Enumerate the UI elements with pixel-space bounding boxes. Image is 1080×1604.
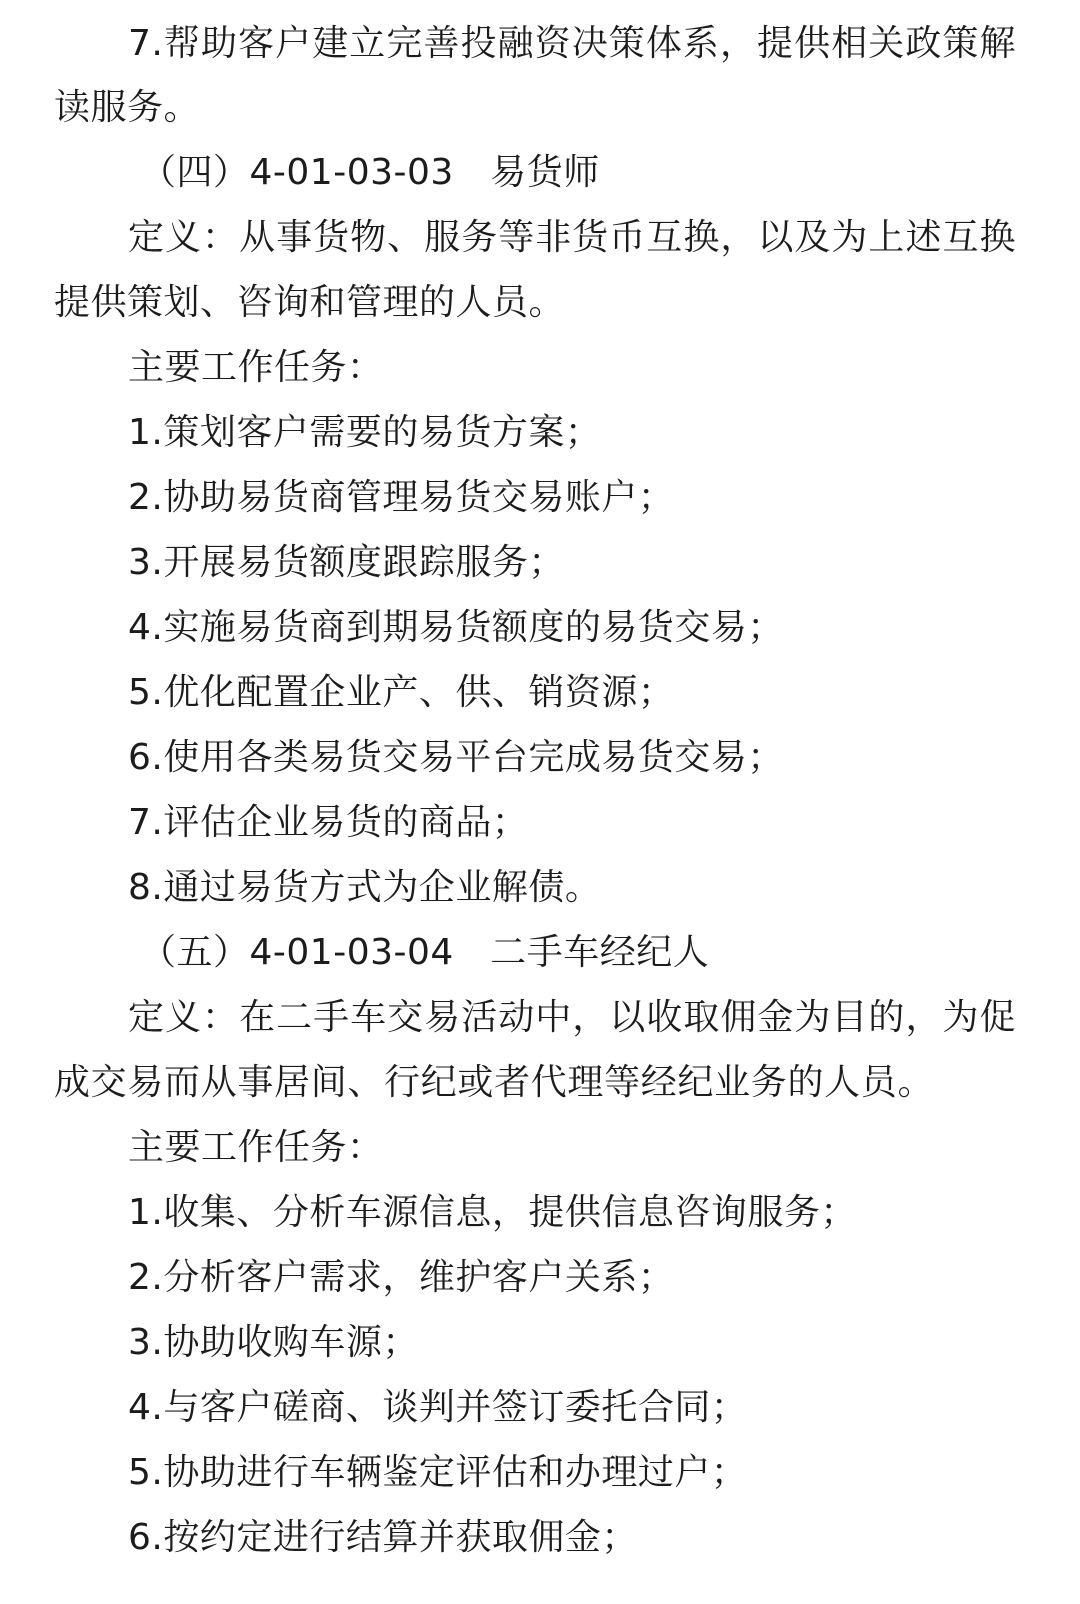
task-item: 4.与客户磋商、谈判并签订委托合同； bbox=[128, 1387, 748, 1428]
definition-line-2: 提供策划、咨询和管理的人员。 bbox=[54, 282, 566, 323]
task-item: 3.协助收购车源； bbox=[128, 1322, 419, 1363]
definition-line-1: 定义：在二手车交易活动中，以收取佣金为目的，为促 bbox=[128, 997, 1016, 1038]
task-item: 2.分析客户需求，维护客户关系； bbox=[128, 1257, 675, 1298]
section-heading-used-car-broker: （五）4-01-03-04 二手车经纪人 bbox=[140, 932, 710, 973]
task-item: 4.实施易货商到期易货额度的易货交易； bbox=[128, 607, 784, 648]
task-item: 1.收集、分析车源信息，提供信息咨询服务； bbox=[128, 1192, 857, 1233]
task-item: 6.按约定进行结算并获取佣金； bbox=[128, 1517, 638, 1558]
task-item: 2.协助易货商管理易货交易账户； bbox=[128, 477, 675, 518]
main-tasks-heading: 主要工作任务： bbox=[128, 1127, 384, 1168]
task-item: 7.评估企业易货的商品； bbox=[128, 802, 529, 843]
task-item: 6.使用各类易货交易平台完成易货交易； bbox=[128, 737, 784, 778]
definition-line-2: 成交易而从事居间、行纪或者代理等经纪业务的人员。 bbox=[54, 1062, 934, 1103]
main-tasks-heading: 主要工作任务： bbox=[128, 347, 384, 388]
text-line-task-7-part2: 读服务。 bbox=[54, 87, 201, 128]
task-item: 5.优化配置企业产、供、销资源； bbox=[128, 672, 675, 713]
task-item: 3.开展易货额度跟踪服务； bbox=[128, 542, 565, 583]
text-line-task-7-part1: 7.帮助客户建立完善投融资决策体系，提供相关政策解 bbox=[128, 23, 1016, 64]
definition-line-1: 定义：从事货物、服务等非货币互换，以及为上述互换 bbox=[128, 217, 1016, 258]
task-item: 8.通过易货方式为企业解债。 bbox=[128, 867, 602, 908]
task-item: 1.策划客户需要的易货方案； bbox=[128, 412, 602, 453]
task-item: 5.协助进行车辆鉴定评估和办理过户； bbox=[128, 1452, 748, 1493]
section-heading-yihuoshi: （四）4-01-03-03 易货师 bbox=[140, 152, 600, 193]
